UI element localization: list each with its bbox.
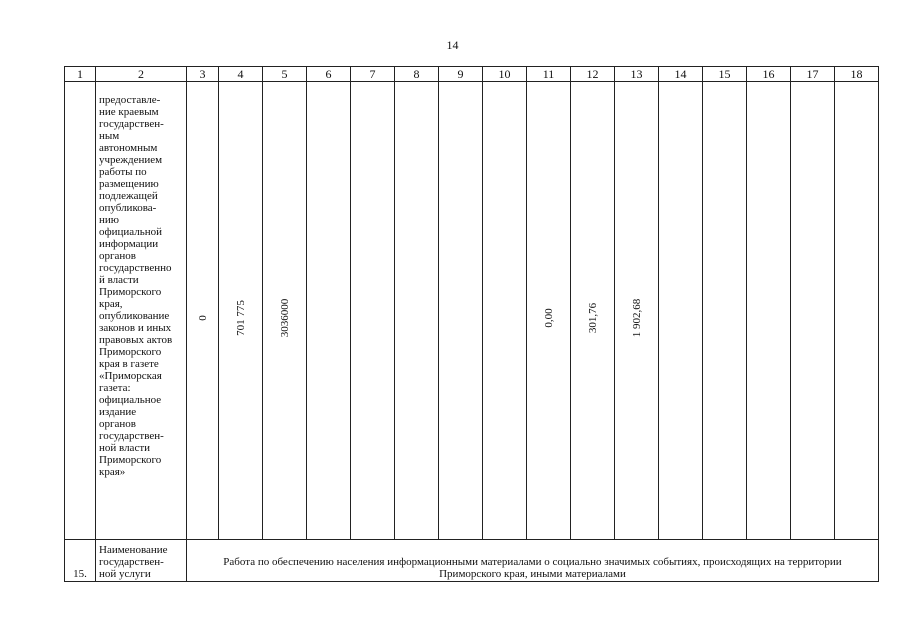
header-cell: 12 <box>571 67 615 82</box>
description-line: опубликование <box>99 310 170 322</box>
description-line: й власти <box>99 274 139 286</box>
header-cell: 17 <box>791 67 835 82</box>
description-line: государствен- <box>99 118 164 130</box>
table-row <box>65 82 879 540</box>
header-cell: 3 <box>187 67 219 82</box>
service-description-line: Работа по обеспечению населения информационными материалами о социально значимых событиях, происходящих на территории <box>223 556 842 568</box>
value-text: 301,76 <box>586 302 599 334</box>
description-line: края, <box>99 298 123 310</box>
row-number-cell: 15. <box>65 540 96 582</box>
header-cell: 2 <box>96 67 187 82</box>
page-number: 14 <box>446 38 459 52</box>
value-cell <box>703 82 747 540</box>
description-line: подлежащей <box>99 190 158 202</box>
description-line: издание <box>99 406 137 418</box>
description-line: законов и иных <box>99 322 172 334</box>
header-cell: 10 <box>483 67 527 82</box>
description-line: государствен- <box>99 430 164 442</box>
description-line: нию <box>99 214 119 226</box>
value-cell <box>615 82 659 540</box>
row-number-cell <box>65 82 96 540</box>
value-text: 3036000 <box>278 298 291 338</box>
header-cell: 7 <box>351 67 395 82</box>
header-row <box>65 67 879 82</box>
description-line: края» <box>99 466 126 478</box>
description-cell <box>96 82 187 540</box>
description-line: государственно <box>99 262 172 274</box>
value-cell <box>351 82 395 540</box>
service-description-line: Приморского края, иными материалами <box>439 568 626 580</box>
description-line: «Приморская <box>99 370 162 382</box>
header-cell: 5 <box>263 67 307 82</box>
value-cell <box>571 82 615 540</box>
description-line: Приморского <box>99 286 162 298</box>
value-cell <box>187 82 219 540</box>
value-cell <box>791 82 835 540</box>
description-line: Приморского <box>99 454 162 466</box>
data-table <box>64 66 879 582</box>
description-line: правовых актов <box>99 334 173 346</box>
value-cell <box>219 82 263 540</box>
description-line: предоставле- <box>99 94 161 106</box>
description-line: работы по <box>99 166 147 178</box>
header-cell: 13 <box>615 67 659 82</box>
value-cell <box>263 82 307 540</box>
description-line: органов <box>99 250 136 262</box>
value-text: 0,00 <box>542 308 555 328</box>
header-cell: 9 <box>439 67 483 82</box>
value-cell <box>483 82 527 540</box>
value-cell <box>527 82 571 540</box>
description-line: органов <box>99 418 136 430</box>
header-cell: 8 <box>395 67 439 82</box>
value-cell <box>835 82 879 540</box>
value-cell <box>307 82 351 540</box>
description-line: ние краевым <box>99 106 159 118</box>
value-cell <box>439 82 483 540</box>
value-cell <box>747 82 791 540</box>
value-cell <box>659 82 703 540</box>
description-line: ным <box>99 130 120 142</box>
header-cell: 18 <box>835 67 879 82</box>
header-cell: 14 <box>659 67 703 82</box>
description-line: размещению <box>99 178 159 190</box>
row-label-line: Наименование <box>99 544 168 556</box>
description-line: газета: <box>99 382 131 394</box>
value-text: 1 902,68 <box>630 298 643 338</box>
header-cell: 1 <box>65 67 96 82</box>
header-cell: 4 <box>219 67 263 82</box>
description-line: ной власти <box>99 442 151 454</box>
description-text <box>99 94 184 478</box>
value-text: 0 <box>196 315 209 321</box>
header-cell: 15 <box>703 67 747 82</box>
value-cell <box>395 82 439 540</box>
row-label-line: государствен- <box>99 556 164 568</box>
description-line: опубликова- <box>99 202 157 214</box>
description-line: информации <box>99 238 159 250</box>
header-cell: 11 <box>527 67 571 82</box>
header-cell: 16 <box>747 67 791 82</box>
description-line: официальной <box>99 226 163 238</box>
description-line: официальное <box>99 394 162 406</box>
row-label-line: ной услуги <box>99 568 151 580</box>
description-line: края в газете <box>99 358 159 370</box>
service-description-cell <box>187 540 879 582</box>
table-row <box>65 540 879 582</box>
value-text: 701 775 <box>234 300 247 336</box>
row-label-cell <box>96 540 187 582</box>
description-line: учреждением <box>99 154 163 166</box>
description-line: автономным <box>99 142 158 154</box>
description-line: Приморского <box>99 346 162 358</box>
header-cell: 6 <box>307 67 351 82</box>
